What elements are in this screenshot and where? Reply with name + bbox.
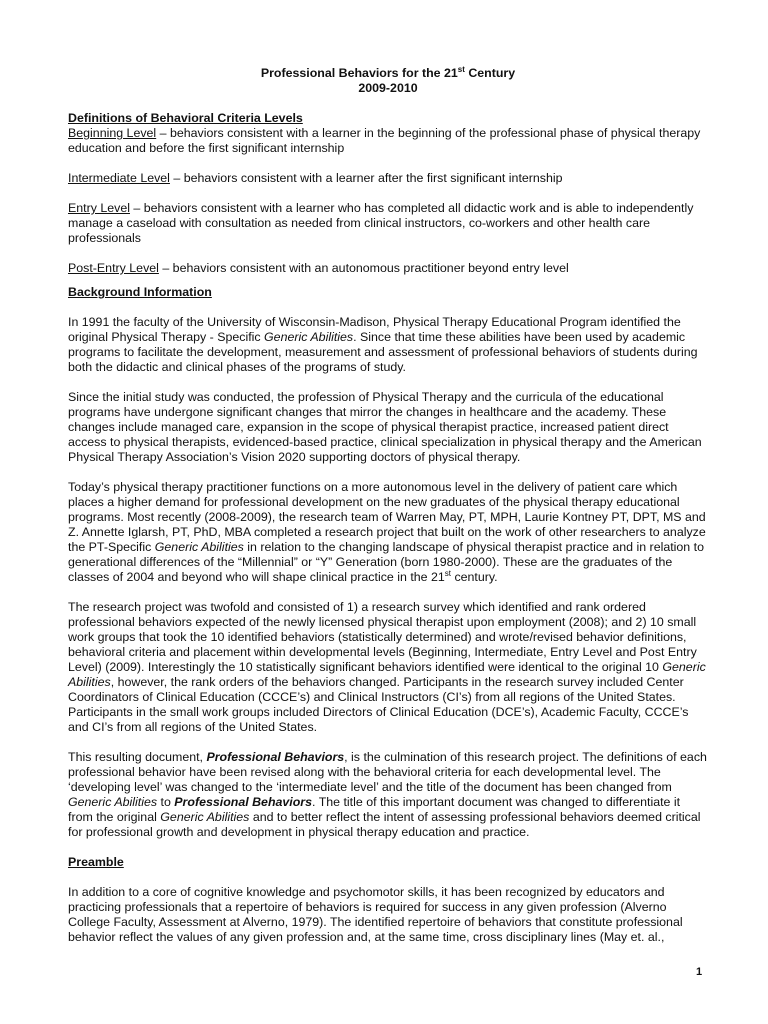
emphasis-professional-behaviors: Professional Behaviors: [206, 750, 345, 764]
background-paragraph-3: [68, 480, 708, 585]
emphasis-generic-abilities: Generic Abilities: [160, 810, 250, 824]
definition-intermediate: [68, 171, 708, 186]
spacer: [68, 585, 708, 600]
text-run: Today’s physical therapy practitioner functions on a more autonomous level in the delivery of patient care which places a higher demand for professional development on the new graduates of the physical therapy educational programs. Most recently (2008-2009), the research team of Warren May, PT, MPH, Laurie Kontney PT, DPT, MS and Z. Annette Iglarsh, PT, PhD, MBA completed a research project that built on the work of other researchers to analyze the PT-Specific: [68, 480, 706, 554]
text-post-entry: – behaviors consistent with an autonomous practitioner beyond entry level: [158, 261, 569, 275]
emphasis-professional-behaviors: Professional Behaviors: [174, 795, 313, 809]
background-paragraph-4: [68, 600, 708, 735]
emphasis-generic-abilities: Generic Abilities: [264, 330, 354, 344]
spacer: [68, 186, 708, 201]
text-beginning: – behaviors consistent with a learner in the beginning of the professional phase of physical therapy education and before the first significant internship: [68, 126, 701, 155]
document-title: [68, 66, 708, 81]
text-run: This resulting document,: [68, 750, 207, 764]
title-text-end: Century: [464, 66, 516, 80]
emphasis-generic-abilities: Generic Abilities: [154, 540, 244, 554]
text-run: , however, the rank orders of the behaviors changed. Participants in the research survey included Center Coordinators of Clinical Education (CCCE’s) and Clinical Instructors (CI’s) from all regions of the United States. Participants in the small work groups included Directors of Clinical Education (DCE’s), Academic Faculty, CCCE’s and CI’s from all regions of the United States.: [68, 675, 689, 734]
spacer: [68, 96, 708, 111]
title-text: Professional Behaviors for the 21: [260, 66, 458, 80]
background-paragraph-1: [68, 315, 708, 375]
background-paragraph-5: [68, 750, 708, 840]
definition-beginning: [68, 126, 708, 156]
spacer: [68, 375, 708, 390]
page-content: [68, 66, 708, 945]
spacer: [68, 300, 708, 315]
document-years: 2009-2010: [358, 81, 418, 95]
definitions-heading: Definitions of Behavioral Criteria Levels: [68, 111, 303, 125]
term-beginning: Beginning Level: [68, 126, 157, 140]
page-number: 1: [696, 966, 703, 978]
definition-entry: [68, 201, 708, 246]
emphasis-generic-abilities: Generic Abilities: [68, 660, 706, 689]
spacer: [68, 870, 708, 885]
text-entry: – behaviors consistent with a learner who has completed all didactic work and is able to independently manage a caseload with consultation as needed from clinical instructors, co-workers and other health care professionals: [68, 201, 694, 245]
term-intermediate: Intermediate Level: [68, 171, 170, 185]
text-run: to: [157, 795, 175, 809]
definition-post-entry: [68, 261, 708, 276]
emphasis-generic-abilities: Generic Abilities: [68, 795, 158, 809]
spacer: [68, 840, 708, 855]
background-paragraph-2: Since the initial study was conducted, the profession of Physical Therapy and the curricula of the educational programs have undergone significant changes that mirror the changes in healthcare and the academy. These changes include managed care, expansion in the scope of physical therapist practice, increased patient direct access to physical therapists, evidenced-based practice, clinical specialization in physical therapy and the American Physical Therapy Association’s Vision 2020 supporting doctors of physical therapy.: [68, 390, 702, 464]
spacer: [68, 276, 708, 285]
preamble-paragraph-1: In addition to a core of cognitive knowledge and psychomotor skills, it has been recognized by educators and practicing professionals that a repertoire of behaviors is required for success in any given profession (Alverno College Faculty, Assessment at Alverno, 1979). The identified repertoire of behaviors that constitute professional behavior reflect the values of any given profession and, at the same time, cross disciplinary lines (May et. al.,: [68, 885, 683, 944]
text-run: In 1991 the faculty of the University of Wisconsin-Madison, Physical Therapy Educational Program identified the original Physical Therapy - Specific: [68, 315, 681, 344]
superscript: st: [444, 568, 451, 578]
text-intermediate: – behaviors consistent with a learner after the first significant internship: [169, 171, 563, 185]
preamble-heading: Preamble: [68, 855, 124, 869]
term-entry: Entry Level: [68, 201, 130, 215]
text-run: and to better reflect the intent of assessing professional behaviors deemed critical for professional growth and development in physical therapy education and practice.: [68, 810, 701, 839]
spacer: [68, 246, 708, 261]
text-run: . The title of this important document was changed to differentiate it from the original: [68, 795, 681, 824]
text-run: . Since that time these abilities have been used by academic programs to facilitate the development, measurement and assessment of professional behaviors of students during both the didactic and clinical phases of the programs of study.: [68, 330, 698, 374]
spacer: [68, 735, 708, 750]
text-run: in relation to the changing landscape of physical therapist practice and in relation to generational differences of the “Millennial” or “Y” Generation (born 1980-2000). These are the graduates of the classes of 2004 and beyond who will shape clinical practice in the 21: [68, 540, 704, 584]
spacer: [68, 156, 708, 171]
title-superscript: st: [457, 64, 465, 74]
text-run: century.: [451, 570, 498, 584]
background-heading: Background Information: [68, 285, 212, 299]
text-run: , is the culmination of this research project. The definitions of each professional behavior have been revised along with the behavioral criteria for each developmental level. The ‘developing level’ was changed to the ‘intermediate level’ and the title of the document has been changed from: [68, 750, 707, 794]
term-post-entry: Post-Entry Level: [68, 261, 159, 275]
text-run: The research project was twofold and consisted of 1) a research survey which identified and rank ordered professional behaviors expected of the newly licensed physical therapist upon employment (2008); and 2) 10 small work groups that took the 10 identified behaviors (statistically determined) and wrote/revised behavior definitions, behavioral criteria and placement within developmental levels (Beginning, Intermediate, Entry Level and Post Entry Level) (2009). Interestingly the 10 statistically significant behaviors identified were identical to the original 10: [68, 600, 697, 674]
spacer: [68, 465, 708, 480]
